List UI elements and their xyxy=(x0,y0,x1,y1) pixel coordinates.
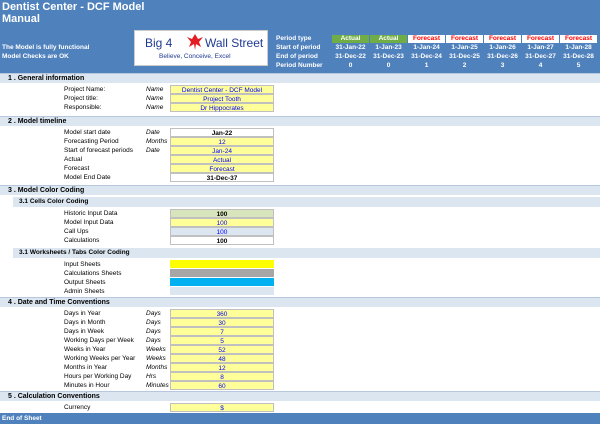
call-ups-sample[interactable]: 100 xyxy=(170,227,274,236)
project-name-unit: Name xyxy=(146,86,164,93)
section-color-coding-header: 3 . Model Color Coding xyxy=(0,185,600,195)
convention-label: Working Weeks per Year xyxy=(64,355,136,362)
convention-label: Hours per Working Day xyxy=(64,373,132,380)
convention-label: Months in Year xyxy=(64,364,108,371)
section-timeline-header: 2 . Model timeline xyxy=(0,116,600,126)
responsible-label: Responsible: xyxy=(64,104,102,111)
forecast-start-unit: Date xyxy=(146,147,160,154)
convention-unit: Months xyxy=(146,364,168,371)
project-title-label: Project title: xyxy=(64,95,98,102)
convention-label: Minutes in Hour xyxy=(64,382,110,389)
forecasting-period-label: Forecasting Period xyxy=(64,138,119,145)
calculations-label: Calculations xyxy=(64,237,100,244)
period-start-cell[interactable]: 1-Jan-26 xyxy=(489,44,516,51)
period-num-cell[interactable]: 1 xyxy=(424,62,429,69)
admin-sheets-swatch xyxy=(170,287,274,295)
convention-input[interactable]: 60 xyxy=(170,381,274,390)
logo-tagline: Believe, Conceive, Excel xyxy=(159,53,231,60)
model-end-date-value[interactable]: 31-Dec-37 xyxy=(170,173,274,182)
model-input-sample[interactable]: 100 xyxy=(170,218,274,227)
forecasting-period-unit: Months xyxy=(146,138,168,145)
model-start-date-unit: Date xyxy=(146,129,160,136)
period-end-cell[interactable]: 31-Dec-27 xyxy=(525,53,556,60)
calculations-sheets-swatch xyxy=(170,269,274,277)
project-title-unit: Name xyxy=(146,95,164,102)
model-checks-text: Model Checks are OK xyxy=(2,53,69,60)
period-start-cell[interactable]: 1-Jan-24 xyxy=(413,44,440,51)
sheets-color-coding-header: 3.1 Worksheets / Tabs Color Coding xyxy=(13,248,600,258)
model-start-date-value[interactable]: Jan-22 xyxy=(170,128,274,137)
convention-unit: Hrs xyxy=(146,373,157,380)
period-start-cell[interactable]: 1-Jan-25 xyxy=(451,44,478,51)
period-start-cell[interactable]: 1-Jan-27 xyxy=(527,44,554,51)
period-start-cell[interactable]: 1-Jan-28 xyxy=(565,44,592,51)
logo-text-left: Big 4 xyxy=(145,36,173,50)
convention-input[interactable]: 12 xyxy=(170,363,274,372)
convention-input[interactable]: 48 xyxy=(170,354,274,363)
forecast-start-label: Start of forecast periods xyxy=(64,147,134,154)
period-num-cell[interactable]: 0 xyxy=(386,62,391,69)
period-type-cell[interactable]: Forecast xyxy=(408,35,445,43)
convention-label: Working Days per Week xyxy=(64,337,134,344)
period-num-cell[interactable]: 5 xyxy=(576,62,581,69)
section-general-header: 1 . General information xyxy=(0,73,600,83)
period-number-label: Period Number xyxy=(276,62,323,69)
period-end-cell[interactable]: 31-Dec-23 xyxy=(373,53,404,60)
period-num-cell[interactable]: 4 xyxy=(538,62,543,69)
convention-label: Days in Week xyxy=(64,328,104,335)
call-ups-label: Call Ups xyxy=(64,228,89,235)
convention-input[interactable]: 8 xyxy=(170,372,274,381)
convention-label: Days in Month xyxy=(64,319,106,326)
admin-sheets-label: Admin Sheets xyxy=(64,288,105,295)
calculations-sample[interactable]: 100 xyxy=(170,236,274,245)
start-of-period-label: Start of period xyxy=(276,44,321,51)
convention-input[interactable]: 52 xyxy=(170,345,274,354)
period-type-cell[interactable]: Actual xyxy=(332,35,369,43)
period-type-cell[interactable]: Forecast xyxy=(484,35,521,43)
forecast-label: Forecast xyxy=(64,165,90,172)
convention-unit: Days xyxy=(146,337,161,344)
cells-color-coding-header: 3.1 Cells Color Coding xyxy=(13,197,600,207)
end-of-period-label: End of period xyxy=(276,53,318,60)
convention-input[interactable]: 30 xyxy=(170,318,274,327)
period-type-cell[interactable]: Forecast xyxy=(446,35,483,43)
convention-label: Weeks in Year xyxy=(64,346,106,353)
convention-input[interactable]: 7 xyxy=(170,327,274,336)
model-status-text: The Model is fully functional xyxy=(2,44,90,51)
sheet-title: Dentist Center - DCF Model xyxy=(2,1,145,13)
company-logo xyxy=(134,30,268,66)
convention-unit: Days xyxy=(146,328,161,335)
eagle-icon xyxy=(187,33,203,51)
period-type-cell[interactable]: Actual xyxy=(370,35,407,43)
currency-label: Currency xyxy=(64,404,91,411)
historic-input-sample[interactable]: 100 xyxy=(170,209,274,218)
model-end-date-label: Model End Date xyxy=(64,174,111,181)
period-end-cell[interactable]: 31-Dec-28 xyxy=(563,53,594,60)
period-type-label: Period type xyxy=(276,35,312,42)
responsible-unit: Name xyxy=(146,104,164,111)
period-start-cell[interactable]: 1-Jan-23 xyxy=(375,44,402,51)
project-name-label: Project Name: xyxy=(64,86,106,93)
convention-unit: Weeks xyxy=(146,346,166,353)
convention-unit: Minutes xyxy=(146,382,169,389)
project-name-input[interactable]: Dentist Center - DCF Model xyxy=(170,85,274,94)
section-calc-header: 5 . Calculation Conventions xyxy=(0,391,600,401)
historic-input-label: Historic Input Data xyxy=(64,210,118,217)
actual-input[interactable]: Actual xyxy=(170,155,274,164)
logo-text-right: Wall Street xyxy=(205,36,264,50)
model-input-label: Model Input Data xyxy=(64,219,114,226)
period-end-cell[interactable]: 31-Dec-24 xyxy=(411,53,442,60)
period-num-cell[interactable]: 3 xyxy=(500,62,505,69)
responsible-input[interactable]: Dr Hippocrates xyxy=(170,103,274,112)
sheet-subtitle: Manual xyxy=(2,13,40,25)
period-end-cell[interactable]: 31-Dec-25 xyxy=(449,53,480,60)
input-sheets-swatch xyxy=(170,260,274,268)
input-sheets-label: Input Sheets xyxy=(64,261,101,268)
output-sheets-label: Output Sheets xyxy=(64,279,106,286)
end-of-sheet-bar: End of Sheet xyxy=(0,413,600,424)
period-type-cell[interactable]: Forecast xyxy=(522,35,559,43)
project-title-input[interactable]: Project Tooth xyxy=(170,94,274,103)
forecast-start-input[interactable]: Jan-24 xyxy=(170,146,274,155)
convention-input[interactable]: 360 xyxy=(170,309,274,318)
period-type-cell[interactable]: Forecast xyxy=(560,35,597,43)
period-num-cell[interactable]: 0 xyxy=(348,62,353,69)
forecasting-period-input[interactable]: 12 xyxy=(170,137,274,146)
convention-unit: Weeks xyxy=(146,355,166,362)
period-start-cell[interactable]: 31-Jan-22 xyxy=(335,44,366,51)
currency-input[interactable]: $ xyxy=(170,403,274,412)
convention-unit: Days xyxy=(146,310,161,317)
convention-input[interactable]: 5 xyxy=(170,336,274,345)
period-end-cell[interactable]: 31-Dec-26 xyxy=(487,53,518,60)
actual-label: Actual xyxy=(64,156,83,163)
model-start-date-label: Model start date xyxy=(64,129,111,136)
section-conventions-header: 4 . Date and Time Conventions xyxy=(0,297,600,307)
convention-unit: Days xyxy=(146,319,161,326)
output-sheets-swatch xyxy=(170,278,274,286)
period-num-cell[interactable]: 2 xyxy=(462,62,467,69)
forecast-input[interactable]: Forecast xyxy=(170,164,274,173)
calculations-sheets-label: Calculations Sheets xyxy=(64,270,122,277)
convention-label: Days in Year xyxy=(64,310,101,317)
period-end-cell[interactable]: 31-Dec-22 xyxy=(335,53,366,60)
